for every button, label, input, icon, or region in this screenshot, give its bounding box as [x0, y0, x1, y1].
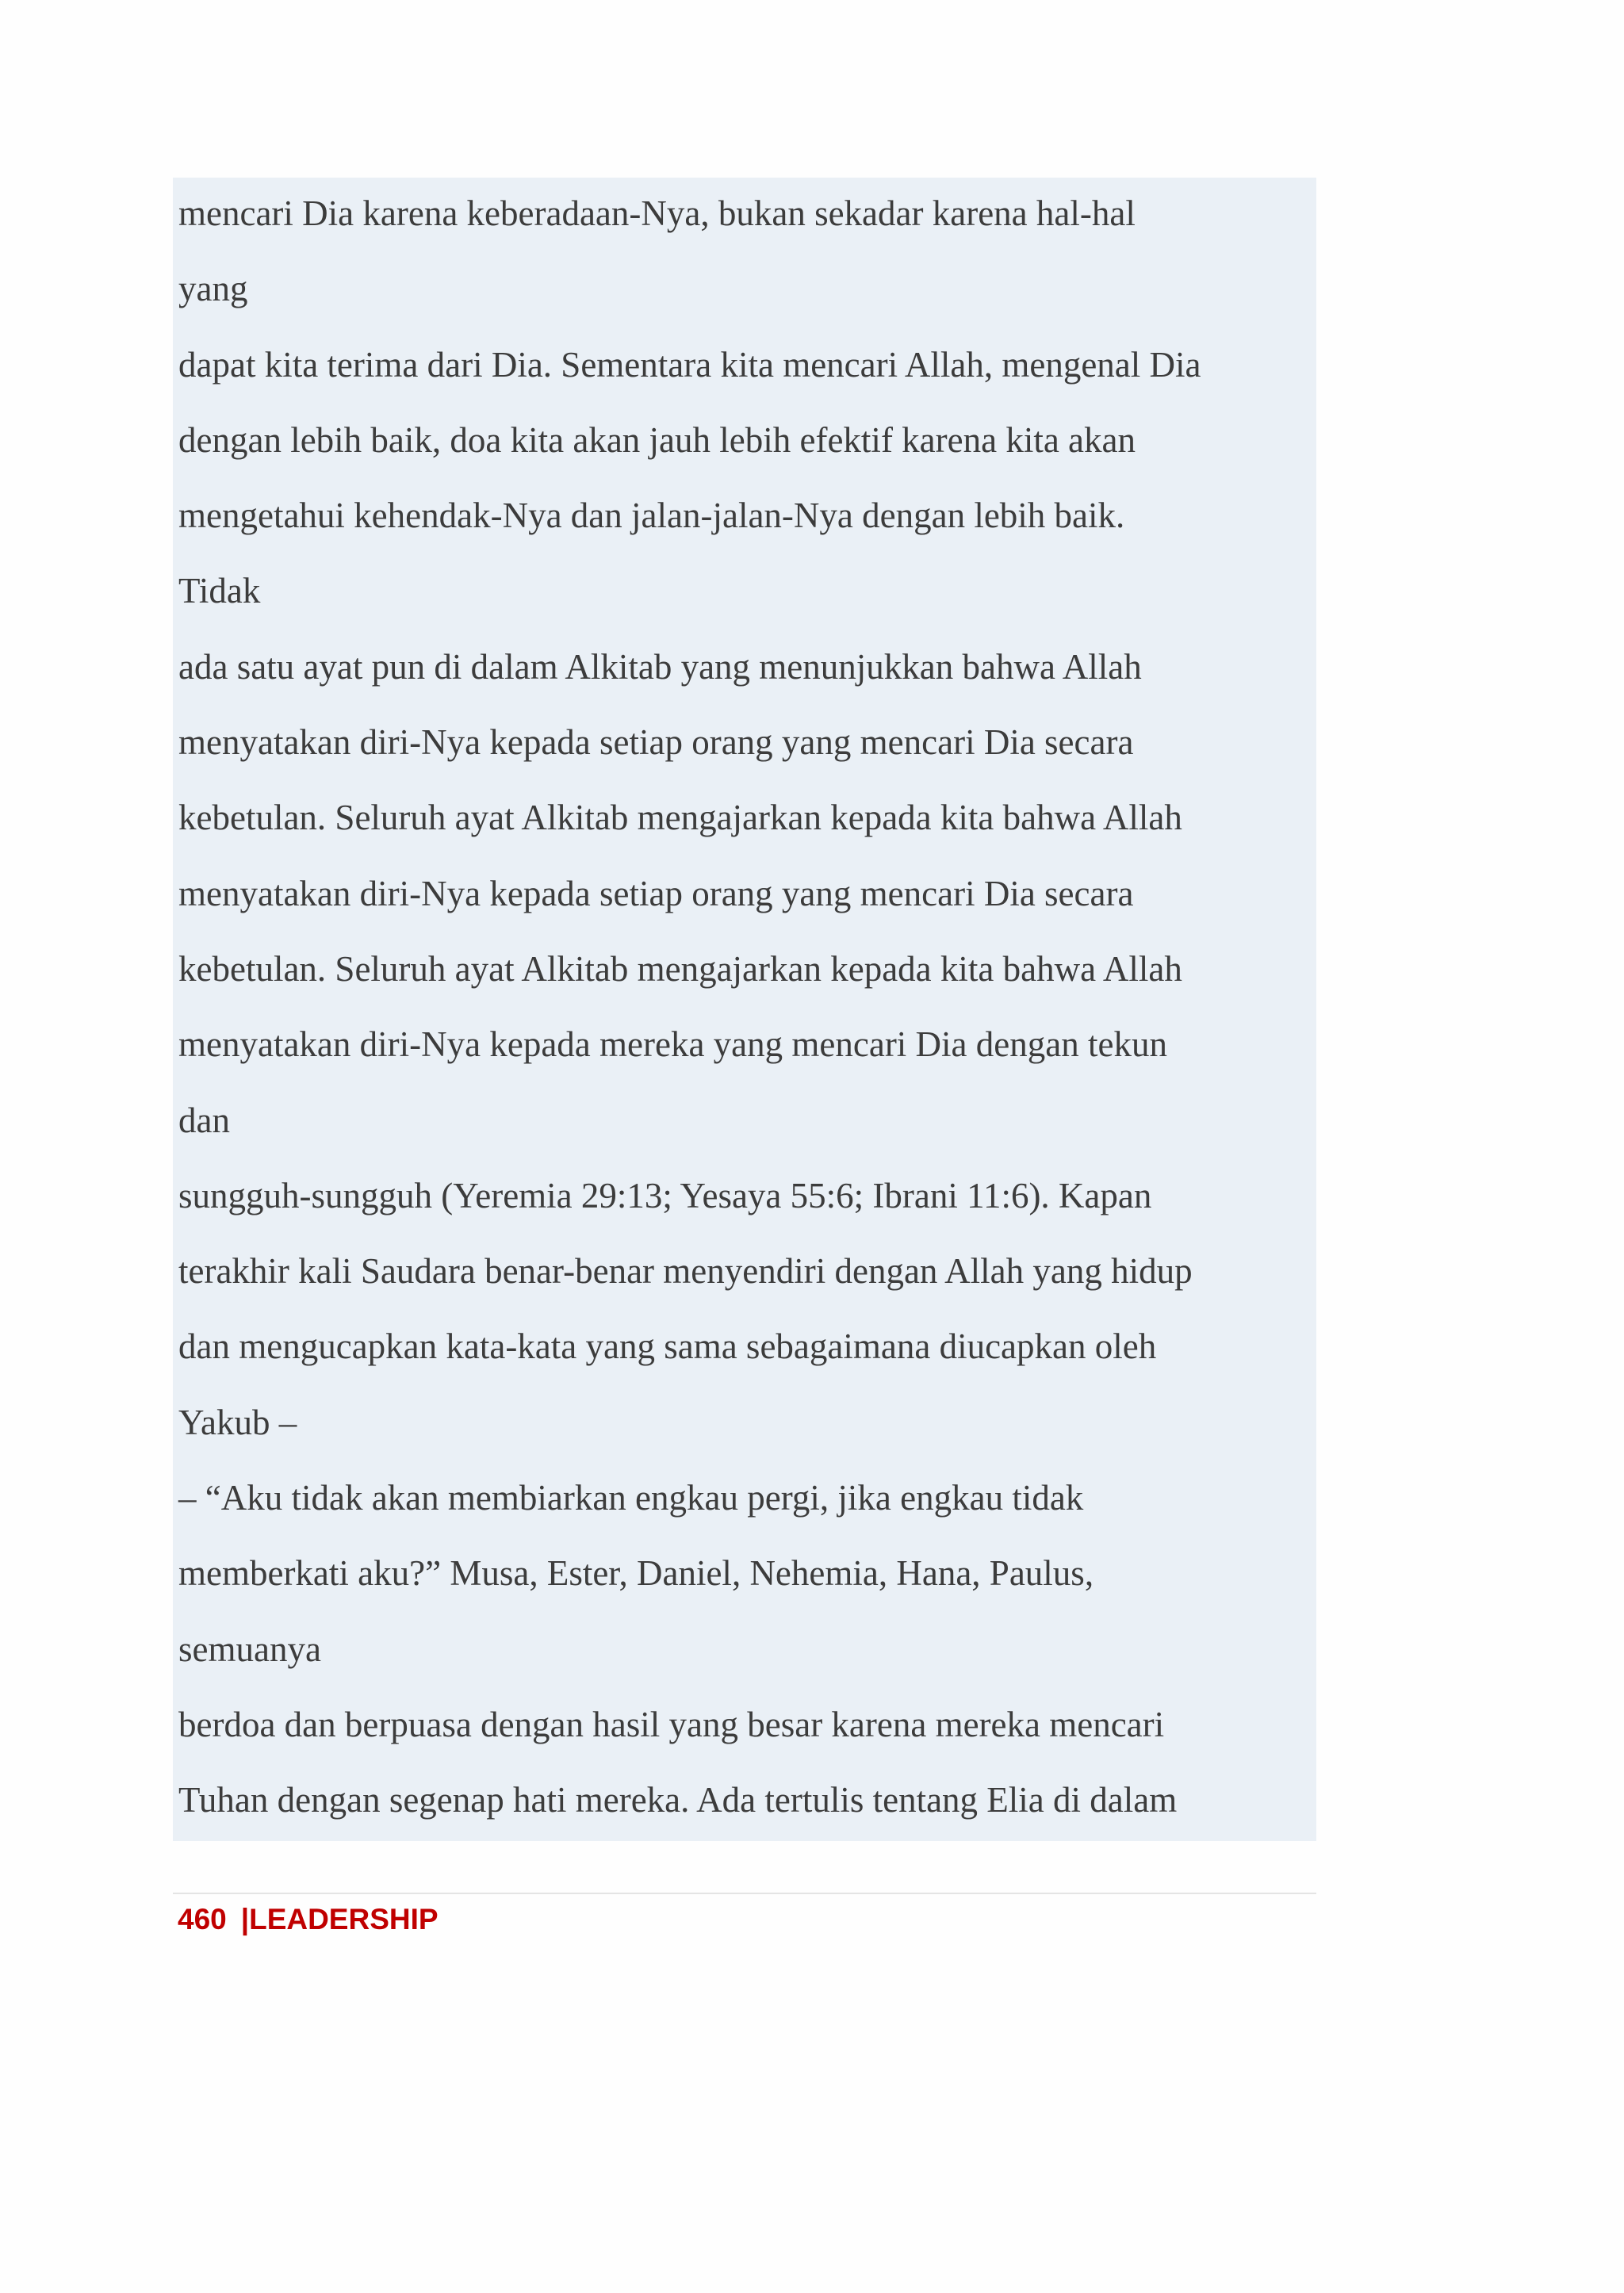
- text-line: memberkati aku?” Musa, Ester, Daniel, Nehemia, Hana, Paulus,: [178, 1553, 1094, 1594]
- text-line: menyatakan diri-Nya kepada setiap orang yang mencari Dia secara: [178, 722, 1134, 763]
- text-line: Tuhan dengan segenap hati mereka. Ada tertulis tentang Elia di dalam: [178, 1780, 1178, 1820]
- text-line: kebetulan. Seluruh ayat Alkitab mengajarkan kepada kita bahwa Allah: [178, 798, 1182, 838]
- text-line: mencari Dia karena keberadaan-Nya, bukan sekadar karena hal-hal: [178, 193, 1136, 233]
- text-line: terakhir kali Saudara benar-benar menyendiri dengan Allah yang hidup: [178, 1251, 1193, 1292]
- text-line: menyatakan diri-Nya kepada setiap orang yang mencari Dia secara: [178, 873, 1134, 913]
- text-line: dan mengucapkan kata-kata yang sama sebagaimana diucapkan oleh: [178, 1326, 1157, 1367]
- text-line: yang: [178, 269, 248, 309]
- page-footer: [178, 1900, 439, 1939]
- text-line: menyatakan diri-Nya kepada mereka yang mencari Dia dengan tekun: [178, 1024, 1167, 1065]
- text-line: Tidak: [178, 571, 261, 611]
- text-line: Yakub –: [178, 1402, 297, 1442]
- text-line: kebetulan. Seluruh ayat Alkitab mengajarkan kepada kita bahwa Allah: [178, 948, 1182, 989]
- text-line: dapat kita terima dari Dia. Sementara kita mencari Allah, mengenal Dia: [178, 344, 1201, 385]
- page-number: 460: [178, 1903, 227, 1935]
- body-text: [178, 193, 1201, 1856]
- highlighted-text-block: [173, 178, 1316, 1841]
- text-line: – “Aku tidak akan membiarkan engkau pergi, jika engkau tidak: [178, 1478, 1084, 1518]
- text-line: dan: [178, 1100, 230, 1140]
- text-line: berdoa dan berpuasa dengan hasil yang besar karena mereka mencari: [178, 1704, 1165, 1744]
- text-line: mengetahui kehendak-Nya dan jalan-jalan-Nya dengan lebih baik.: [178, 496, 1125, 536]
- text-line: dengan lebih baik, doa kita akan jauh lebih efektif karena kita akan: [178, 419, 1136, 460]
- text-line: sungguh-sungguh (Yeremia 29:13; Yesaya 55:6; Ibrani 11:6). Kapan: [178, 1175, 1152, 1215]
- footer-divider: [173, 1893, 1316, 1894]
- text-line: semuanya: [178, 1629, 321, 1669]
- section-title: |LEADERSHIP: [240, 1903, 439, 1935]
- text-line: ada satu ayat pun di dalam Alkitab yang menunjukkan bahwa Allah: [178, 646, 1142, 687]
